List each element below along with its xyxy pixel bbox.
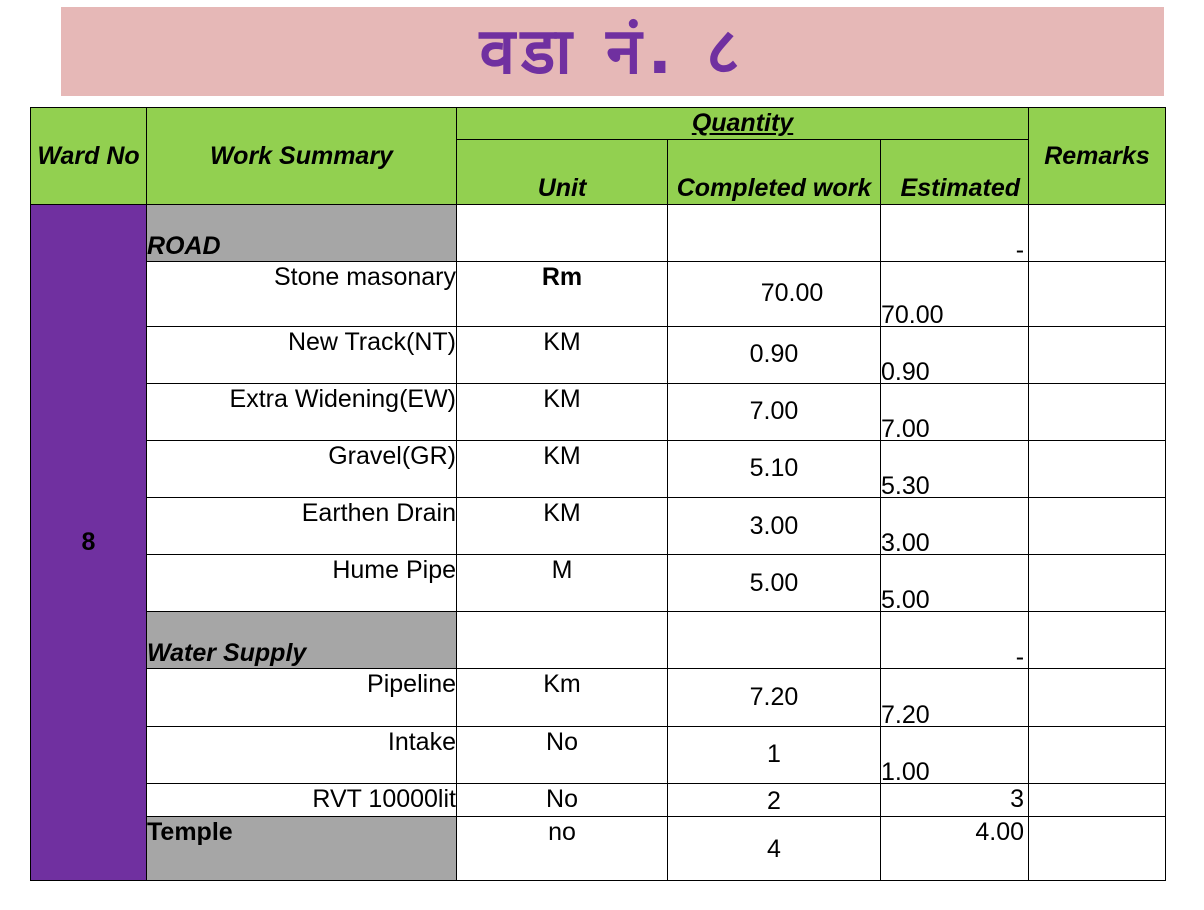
work-item: Stone masonary <box>147 262 457 326</box>
work-item: Earthen Drain <box>147 497 457 554</box>
table-row <box>31 726 1166 783</box>
header-unit: Unit <box>457 140 668 205</box>
remarks-cell <box>1029 440 1166 497</box>
category-water-supply: Water Supply <box>147 612 457 669</box>
unit-cell: Rm <box>457 262 668 326</box>
completed-cell: 7.00 <box>668 383 881 440</box>
header-quantity: Quantity <box>457 108 1029 140</box>
page-title: वडा नं. ८ <box>479 14 746 89</box>
unit-cell: KM <box>457 440 668 497</box>
unit-cell: No <box>457 726 668 783</box>
table-row <box>31 383 1166 440</box>
completed-cell: 5.00 <box>668 555 881 612</box>
estimated-cell: 3.00 <box>881 497 1029 554</box>
table-cell <box>668 612 881 669</box>
unit-cell: No <box>457 783 668 816</box>
estimated-cell: - <box>881 205 1029 262</box>
remarks-cell <box>1029 262 1166 326</box>
unit-cell: M <box>457 555 668 612</box>
estimated-cell: - <box>881 612 1029 669</box>
category-temple: Temple <box>147 816 457 880</box>
remarks-cell <box>1029 383 1166 440</box>
remarks-cell <box>1029 816 1166 880</box>
completed-cell: 5.10 <box>668 440 881 497</box>
work-item: RVT 10000lit <box>147 783 457 816</box>
ward-number: 8 <box>31 205 147 881</box>
completed-cell: 4 <box>668 816 881 880</box>
header-estimated: Estimated <box>881 140 1029 205</box>
unit-cell: KM <box>457 326 668 383</box>
estimated-cell: 5.00 <box>881 555 1029 612</box>
category-road: ROAD <box>147 205 457 262</box>
completed-cell: 0.90 <box>668 326 881 383</box>
estimated-cell: 4.00 <box>881 816 1029 880</box>
estimated-cell: 70.00 <box>881 262 1029 326</box>
table-row <box>31 497 1166 554</box>
completed-cell: 3.00 <box>668 497 881 554</box>
work-item: New Track(NT) <box>147 326 457 383</box>
table-row <box>31 555 1166 612</box>
table-cell <box>457 205 668 262</box>
completed-cell: 2 <box>668 783 881 816</box>
table-row <box>31 262 1166 326</box>
unit-cell: Km <box>457 669 668 726</box>
completed-cell: 1 <box>668 726 881 783</box>
remarks-cell <box>1029 669 1166 726</box>
title-banner <box>61 7 1164 96</box>
estimated-cell: 7.00 <box>881 383 1029 440</box>
remarks-cell <box>1029 326 1166 383</box>
table-row <box>31 669 1166 726</box>
unit-cell: KM <box>457 383 668 440</box>
remarks-cell <box>1029 497 1166 554</box>
header-ward-no: Ward No <box>31 108 147 205</box>
work-item: Pipeline <box>147 669 457 726</box>
remarks-cell <box>1029 555 1166 612</box>
header-remarks: Remarks <box>1029 108 1166 205</box>
table-row <box>31 440 1166 497</box>
work-summary-table <box>30 107 1166 881</box>
table-cell <box>457 612 668 669</box>
header-work-summary: Work Summary <box>147 108 457 205</box>
estimated-cell: 7.20 <box>881 669 1029 726</box>
estimated-cell: 1.00 <box>881 726 1029 783</box>
estimated-cell: 5.30 <box>881 440 1029 497</box>
table-row <box>31 783 1166 816</box>
remarks-cell <box>1029 783 1166 816</box>
estimated-cell: 3 <box>881 783 1029 816</box>
work-item: Extra Widening(EW) <box>147 383 457 440</box>
remarks-cell <box>1029 726 1166 783</box>
table-row <box>31 816 1166 880</box>
work-item: Hume Pipe <box>147 555 457 612</box>
remarks-cell <box>1029 612 1166 669</box>
table-cell <box>668 205 881 262</box>
remarks-cell <box>1029 205 1166 262</box>
unit-cell: KM <box>457 497 668 554</box>
work-item: Intake <box>147 726 457 783</box>
unit-cell: no <box>457 816 668 880</box>
work-item: Gravel(GR) <box>147 440 457 497</box>
header-completed-work: Completed work <box>668 140 881 205</box>
completed-cell: 70.00 <box>668 262 881 326</box>
estimated-cell: 0.90 <box>881 326 1029 383</box>
table-row <box>31 326 1166 383</box>
completed-cell: 7.20 <box>668 669 881 726</box>
